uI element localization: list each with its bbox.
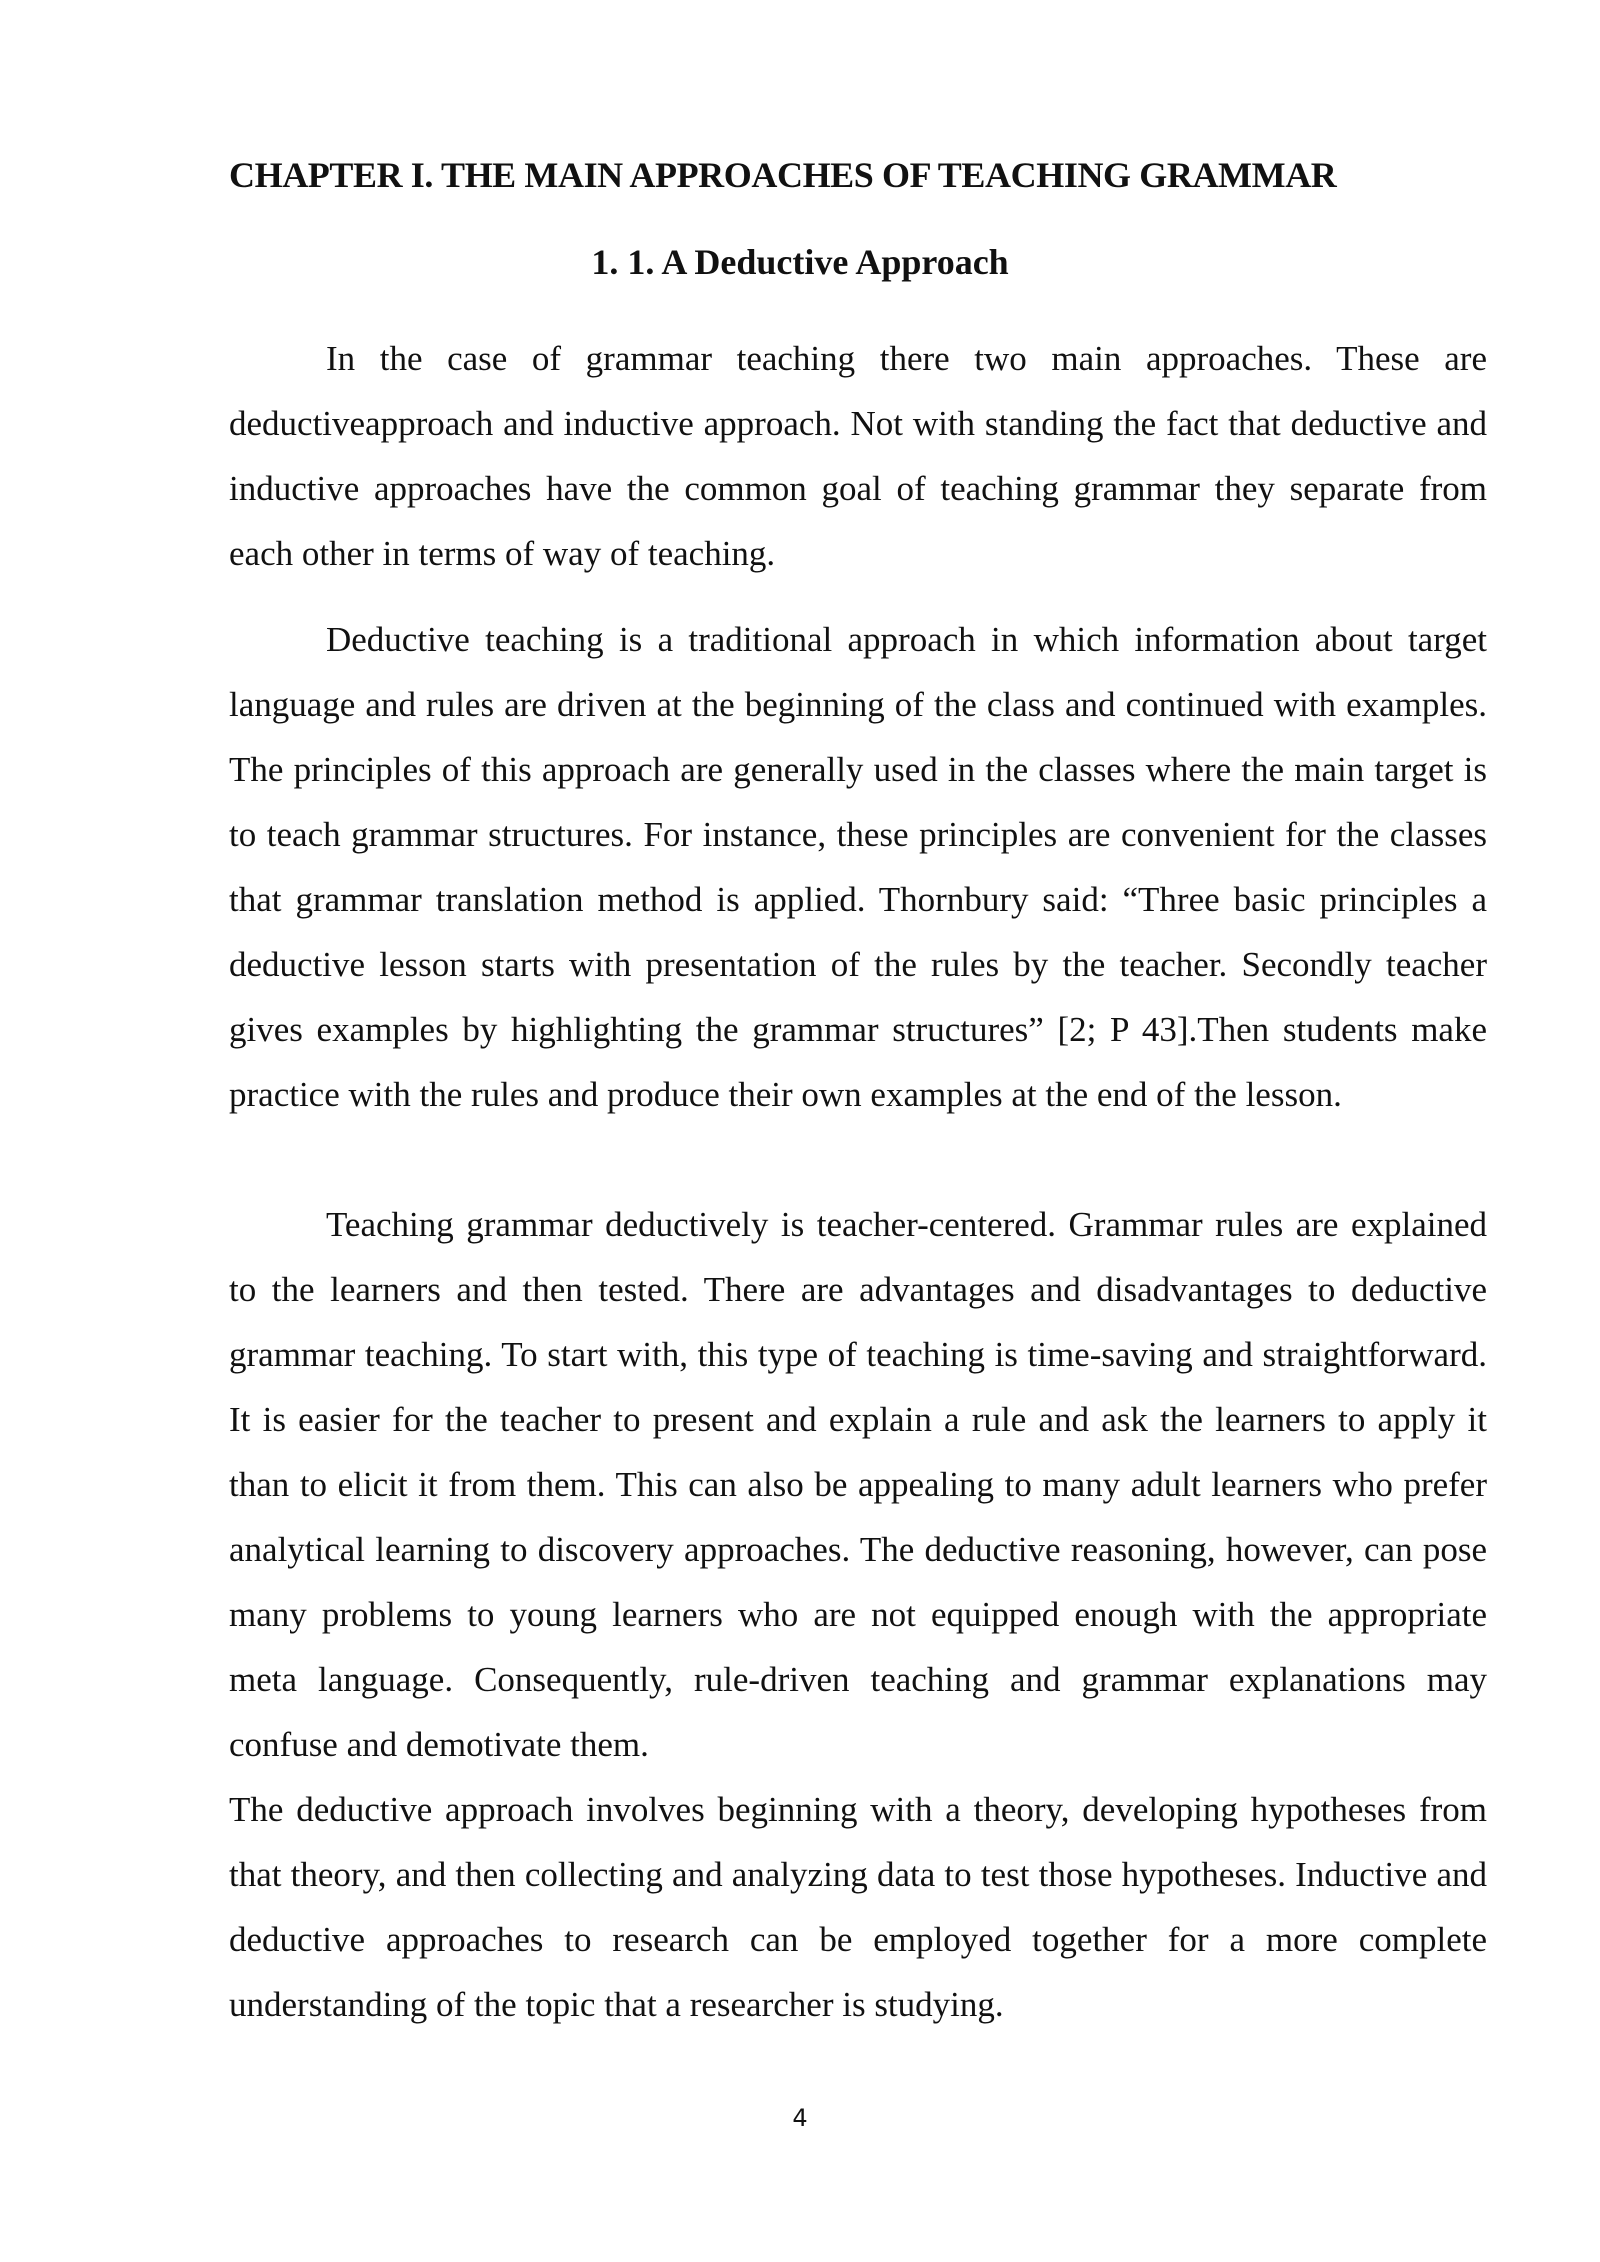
chapter-title: CHAPTER I. THE MAIN APPROACHES OF TEACHING GRAMMAR [229,155,1337,195]
paragraph-3: Teaching grammar deductively is teacher-centered. Grammar rules are explained to the learners and then tested. There are advantages and disadvantages to deductive grammar teaching. To start with, this type of teaching is time-saving and straightforward. It is easier for the teacher to present and explain a rule and ask the learners to apply it than to elicit it from them. This can also be appealing to many adult learners who prefer analytical learning to discovery approaches. The deductive reasoning, however, can pose many problems to young learners who are not equipped enough with the appropriate meta language. Consequently, rule-driven teaching and grammar explanations may confuse and demotivate them. [229,1205,1487,1764]
section-title: 1. 1. A Deductive Approach [591,242,1009,282]
paragraph-4: The deductive approach involves beginning with a theory, developing hypotheses from that theory, and then collecting and analyzing data to test those hypotheses. Inductive and deductive approaches to research can be employed together for a more complete understanding of the topic that a researcher is studying. [229,1790,1487,2024]
paragraph-1: In the case of grammar teaching there two main approaches. These are deductiveapproach and inductive approach. Not with standing the fact that deductive and inductive approaches have the common goal of teaching grammar they separate from each other in terms of way of teaching. [229,339,1487,573]
page-number: 4 [792,2104,808,2132]
paragraph-2: Deductive teaching is a traditional approach in which information about target language and rules are driven at the beginning of the class and continued with examples. The principles of this approach are generally used in the classes where the main target is to teach grammar structures. For instance, these principles are convenient for the classes that grammar translation method is applied. Thornbury said: “Three basic principles a deductive lesson starts with presentation of the rules by the teacher. Secondly teacher gives examples by highlighting the grammar structures” [2; P 43].Then students make practice with the rules and produce their own examples at the end of the lesson. [229,620,1487,1114]
